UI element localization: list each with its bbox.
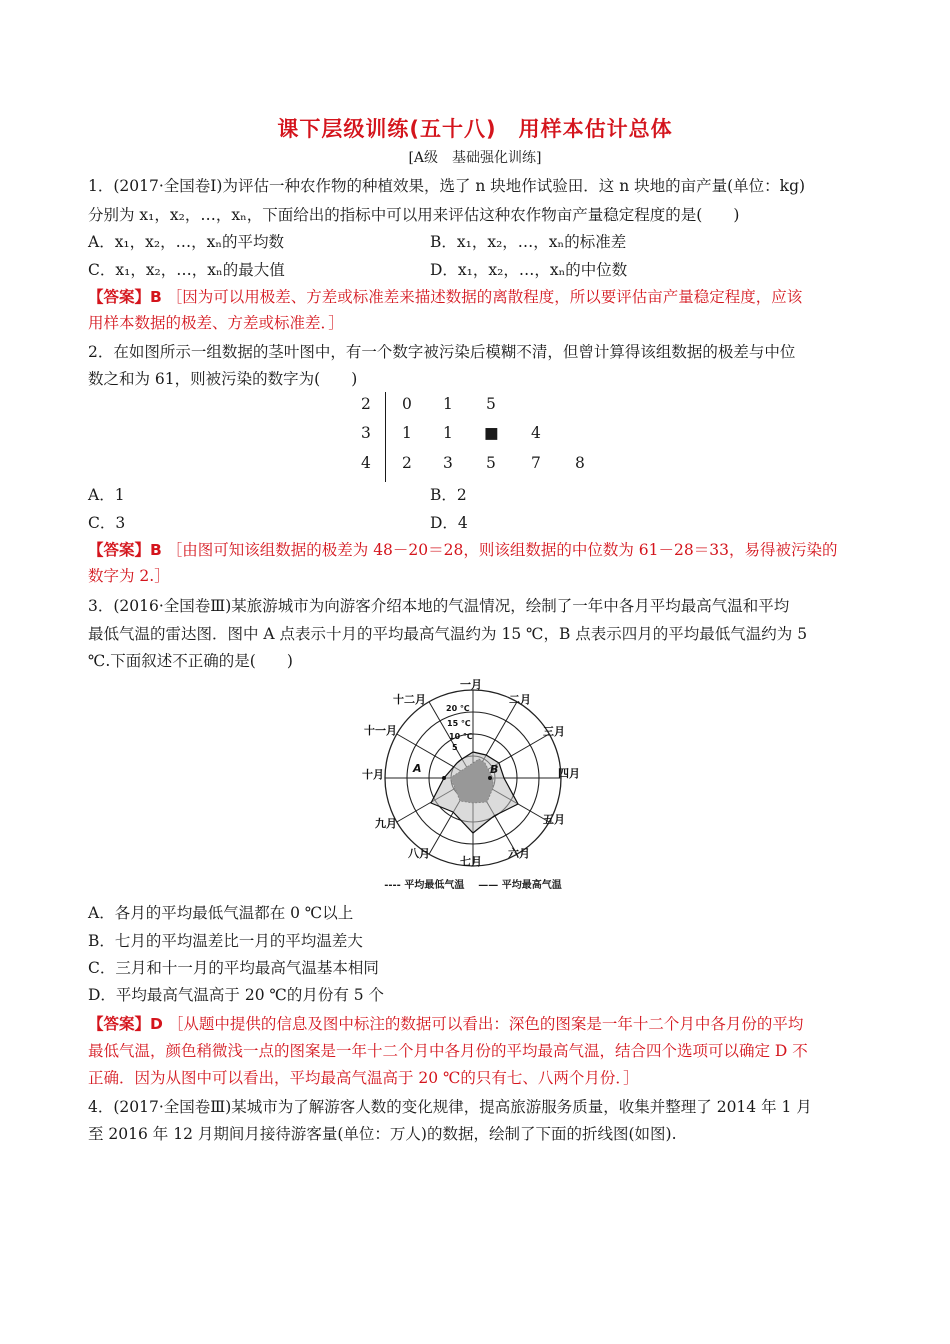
q3-stem-line3: ℃.下面叙述不正确的是( ) (88, 652, 293, 670)
q3-option-d: D．平均最高气温高于 20 ℃的月份有 5 个 (88, 986, 385, 1004)
q2-answer-label: 【答案】B (88, 541, 162, 559)
q1-answer (88, 285, 802, 307)
point-b-label: B (490, 763, 499, 776)
q1-option-c: C．x₁，x₂，…，xₙ的最大值 (88, 261, 285, 279)
stem-value: 4 (361, 454, 371, 472)
month-label: 十一月 (364, 724, 397, 737)
q1-answer-label: 【答案】B (88, 288, 162, 306)
q4-stem-line2: 至 2016 年 12 月期间月接待游客量(单位：万人)的数据，绘制了下面的折线图(如图). (88, 1125, 677, 1143)
stem-value: 2 (361, 395, 371, 413)
q2-option-d: D．4 (430, 514, 468, 532)
month-label: 二月 (509, 693, 531, 706)
page-title: 课下层级训练(五十八) 用样本估计总体 (277, 117, 673, 141)
leaf-value: 0 (402, 395, 412, 413)
radar-svg (353, 677, 593, 890)
stem-value: 3 (361, 424, 371, 442)
q3-option-a: A．各月的平均最低气温都在 0 ℃以上 (88, 904, 354, 922)
high-temp-line (431, 752, 518, 833)
q3-answer (88, 1012, 803, 1034)
q2-answer-text: ［由图可知该组数据的极差为 48－20＝28，则该组数据的中位数为 61－28＝33，易得被污染的 (166, 541, 838, 559)
ring-label: 10 ℃ (449, 732, 473, 741)
q2-option-a: A．1 (88, 486, 125, 504)
q1-option-b: B．x₁，x₂，…，xₙ的标准差 (430, 233, 627, 251)
q2-stem-line1: 2．在如图所示一组数据的茎叶图中，有一个数字被污染后模糊不清，但曾计算得该组数据的极差与中位 (88, 343, 796, 361)
q2-answer (88, 538, 837, 560)
leaf-value: 5 (486, 395, 496, 413)
q1-stem-line1: 1．(2017·全国卷Ⅰ)为评估一种农作物的种植效果，选了 n 块地作试验田．这 n 块地的亩产量(单位：kg) (88, 177, 806, 195)
q1-option-a: A．x₁，x₂，…，xₙ的平均数 (88, 233, 285, 251)
smudged-leaf: ■ (484, 424, 499, 442)
leaf-value: 3 (443, 454, 453, 472)
section-subtitle: [A级 基础强化训练] (408, 150, 542, 166)
q3-answer-text: ［从题中提供的信息及图中标注的数据可以看出：深色的图案是一年十二个月中各月份的平均 (167, 1015, 804, 1033)
q3-answer-line2: 最低气温，颜色稍微浅一点的图案是一年十二个月中各月份的平均最高气温，结合四个选项可以确定 D 不 (88, 1042, 808, 1060)
month-label: 三月 (543, 725, 565, 738)
q1-option-d: D．x₁，x₂，…，xₙ的中位数 (430, 261, 628, 279)
q2-option-c: C．3 (88, 514, 126, 532)
month-label: 一月 (460, 678, 482, 691)
month-label: 十二月 (393, 693, 426, 706)
q3-answer-label: 【答案】D (88, 1015, 163, 1033)
q3-option-b: B．七月的平均温差比一月的平均温差大 (88, 932, 363, 950)
leaf-value: 1 (402, 424, 412, 442)
ring-label: 20 ℃ (446, 704, 470, 713)
leaf-value: 4 (531, 424, 541, 442)
month-label: 七月 (460, 855, 482, 868)
leaf-value: 1 (443, 424, 453, 442)
leaf-value: 2 (402, 454, 412, 472)
leaf-value: 7 (531, 454, 541, 472)
point-a-marker (442, 776, 446, 780)
leaf-value: 5 (486, 454, 496, 472)
radar-chart (353, 677, 593, 890)
q2-option-b: B．2 (430, 486, 467, 504)
point-a-label: A (413, 762, 422, 775)
radar-legend (353, 876, 593, 891)
q2-stem-line2: 数之和为 61，则被污染的数字为( ) (88, 370, 358, 388)
legend-low: ---- 平均最低气温 (384, 880, 465, 891)
month-label: 八月 (408, 847, 430, 860)
q3-answer-line3: 正确．因为从图中可以看出，平均最高气温高于 20 ℃的只有七、八两个月份．］ (88, 1069, 639, 1087)
month-label: 四月 (558, 767, 580, 780)
month-label: 六月 (508, 847, 530, 860)
ring-label: 5 (452, 743, 458, 752)
leaf-value: 8 (575, 454, 585, 472)
q1-answer-line2: 用样本数据的极差、方差或标准差．］ (88, 314, 344, 332)
legend-high: —— 平均最高气温 (478, 880, 562, 891)
q3-stem-line1: 3．(2016·全国卷Ⅲ)某旅游城市为向游客介绍本地的气温情况，绘制了一年中各月平均最高气温和平均 (88, 597, 790, 615)
q3-stem-line2: 最低气温的雷达图．图中 A 点表示十月的平均最高气温约为 15 ℃，B 点表示四月的平均最低气温约为 5 (88, 625, 808, 643)
leaf-value: 1 (443, 395, 453, 413)
q1-stem-line2: 分别为 x₁，x₂，…，xₙ，下面给出的指标中可以用来评估这种农作物亩产量稳定程度的是( ) (88, 206, 740, 224)
ring-label: 15 ℃ (447, 719, 471, 728)
stem-divider (385, 392, 386, 482)
q1-answer-text: ［因为可以用极差、方差或标准差来描述数据的离散程度，所以要评估亩产量稳定程度，应该 (166, 288, 803, 306)
point-b-marker (488, 776, 492, 780)
month-label: 九月 (375, 817, 397, 830)
month-label: 十月 (362, 768, 384, 781)
q2-answer-line2: 数字为 2.］ (88, 567, 170, 585)
month-label: 五月 (543, 813, 565, 826)
q4-stem-line1: 4．(2017·全国卷Ⅲ)某城市为了解游客人数的变化规律，提高旅游服务质量，收集并整理了 2014 年 1 月 (88, 1098, 812, 1116)
q3-option-c: C．三月和十一月的平均最高气温基本相同 (88, 959, 379, 977)
